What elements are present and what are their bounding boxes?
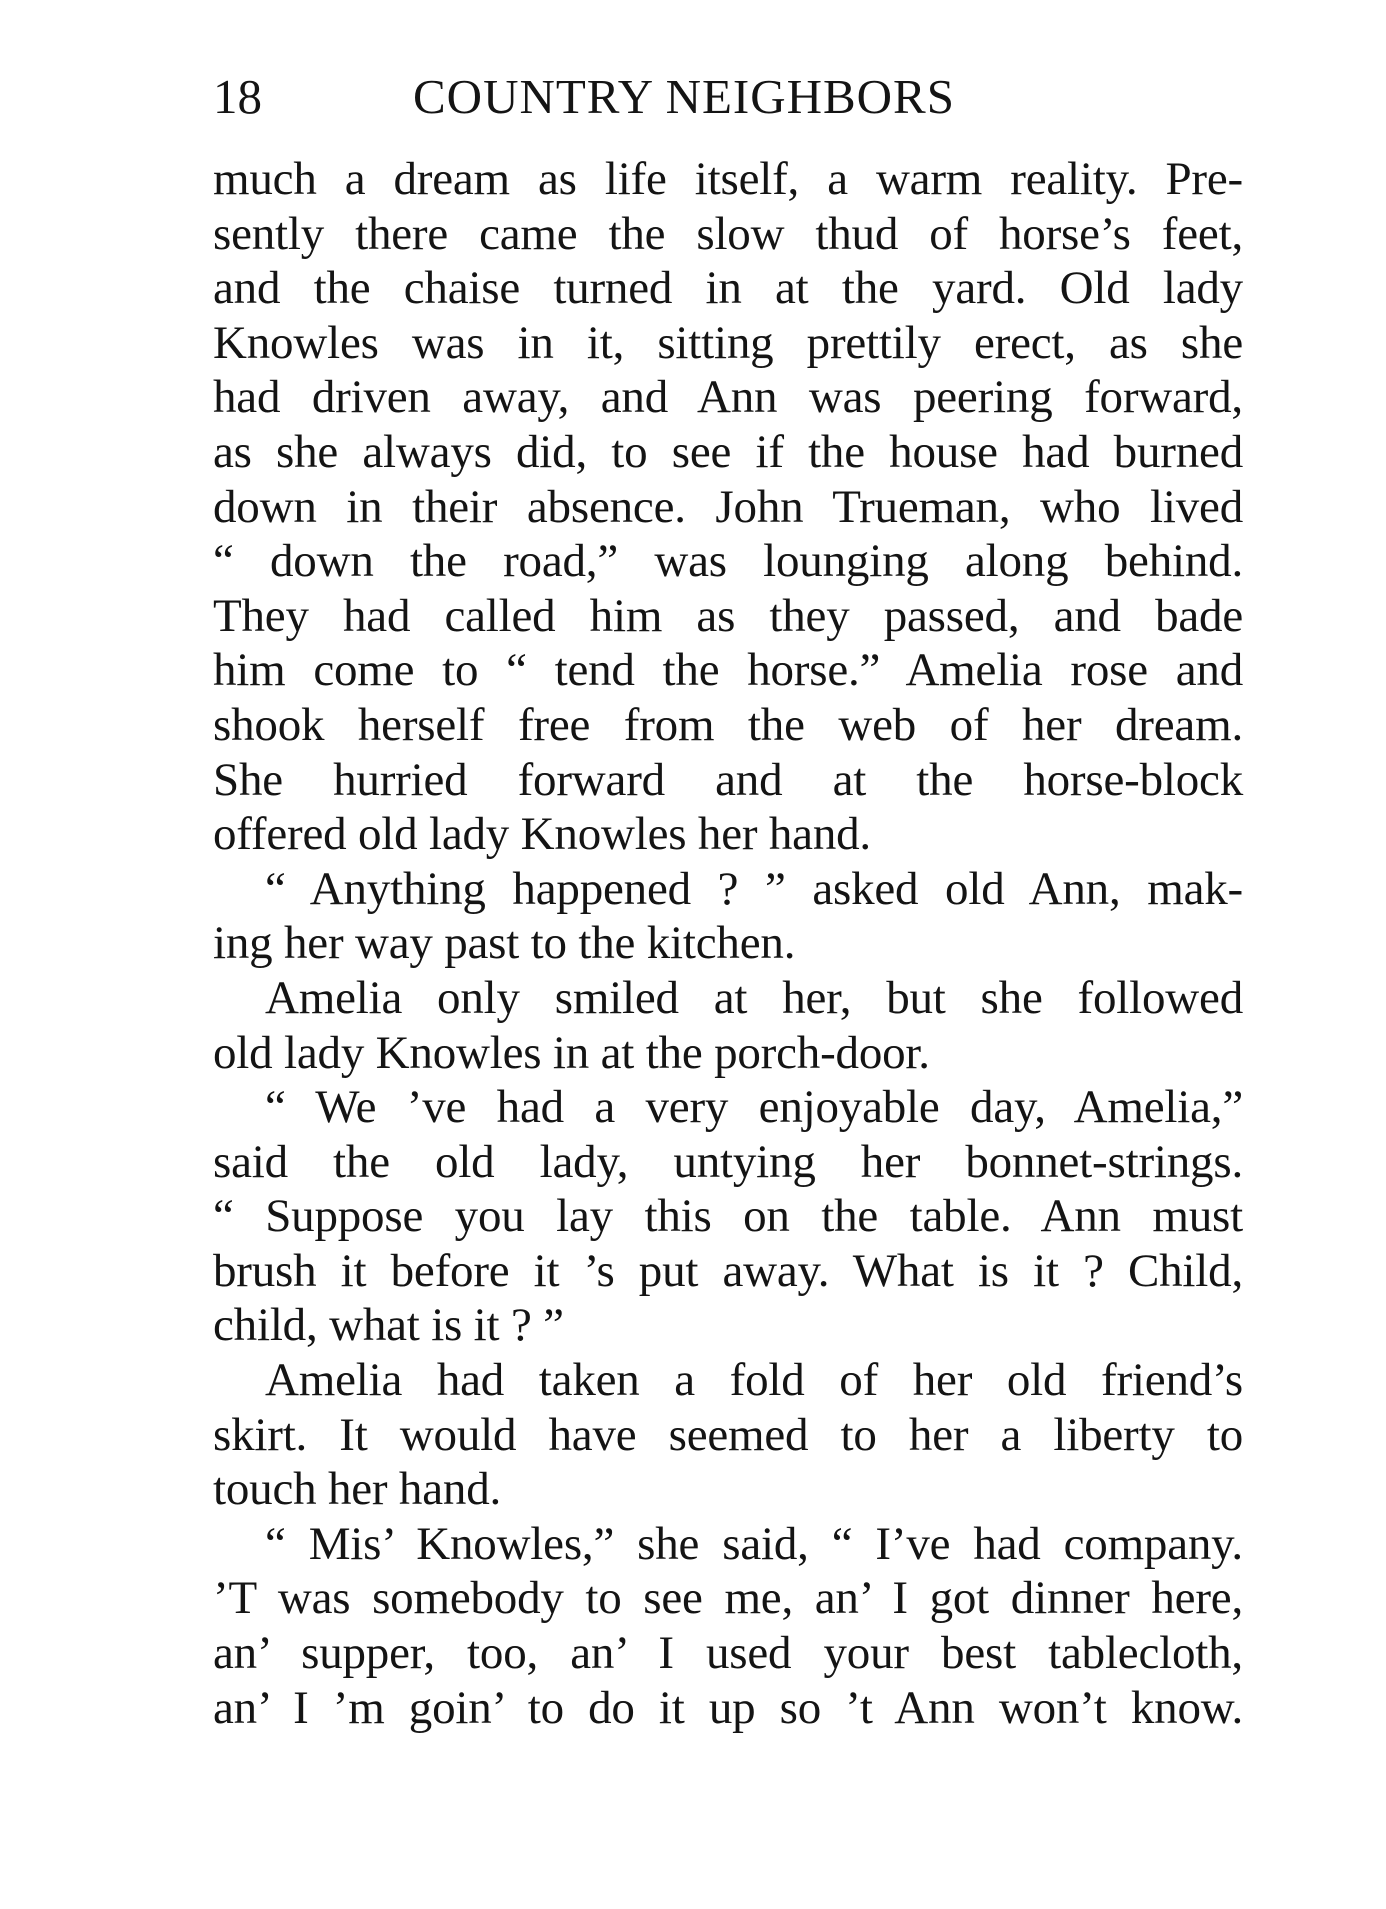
text-line: “ Anything happened ? ” asked old Ann, mak- <box>265 862 1243 915</box>
text-line: shook herself free from the web of her dream. <box>213 698 1243 751</box>
text-line: much a dream as life itself, a warm reality. Pre- <box>213 153 1243 205</box>
text-line: “ We ’ve had a very enjoyable day, Amelia,” <box>265 1081 1243 1134</box>
text-line: said the old lady, untying her bonnet-strings. <box>213 1135 1243 1188</box>
text-line: “ Mis’ Knowles,” she said, “ I’ve had company. <box>265 1517 1243 1570</box>
text-line: an’ I ’m goin’ to do it up so ’t Ann won’t know. <box>213 1681 1243 1734</box>
text-line: and the chaise turned in at the yard. Old lady <box>213 262 1243 315</box>
text-line: sently there came the slow thud of horse’s feet, <box>213 207 1243 260</box>
page-number: 18 <box>213 69 262 124</box>
text-line: brush it before it ’s put away. What is it ? Child, <box>213 1244 1243 1297</box>
text-line: an’ supper, too, an’ I used your best tablecloth, <box>213 1627 1243 1680</box>
text-line: touch her hand. <box>213 1463 502 1516</box>
text-line: skirt. It would have seemed to her a liberty to <box>213 1408 1243 1461</box>
text-line: Knowles was in it, sitting prettily erect, as she <box>213 316 1243 369</box>
text-line: ing her way past to the kitchen. <box>213 917 796 970</box>
text-line: She hurried forward and at the horse-block <box>213 753 1243 806</box>
text-line: ’T was somebody to see me, an’ I got dinner here, <box>213 1572 1243 1625</box>
text-line: him come to “ tend the horse.” Amelia rose and <box>213 644 1243 697</box>
running-title: COUNTRY NEIGHBORS <box>413 69 955 124</box>
text-line: Amelia only smiled at her, but she followed <box>265 971 1243 1024</box>
text-line: down in their absence. John Trueman, who lived <box>213 480 1243 533</box>
text-line: old lady Knowles in at the porch-door. <box>213 1026 930 1079</box>
body-text <box>213 152 1243 1735</box>
text-line: offered old lady Knowles her hand. <box>213 808 871 861</box>
text-line: had driven away, and Ann was peering forward, <box>213 371 1243 424</box>
running-head <box>213 62 1243 132</box>
text-line: as she always did, to see if the house had burned <box>213 425 1243 478</box>
text-line: “ down the road,” was lounging along behind. <box>213 535 1243 588</box>
text-line: They had called him as they passed, and bade <box>213 589 1243 642</box>
text-line: child, what is it ? ” <box>213 1299 564 1352</box>
text-line: Amelia had taken a fold of her old friend’s <box>265 1354 1243 1407</box>
text-line: “ Suppose you lay this on the table. Ann must <box>213 1190 1243 1243</box>
